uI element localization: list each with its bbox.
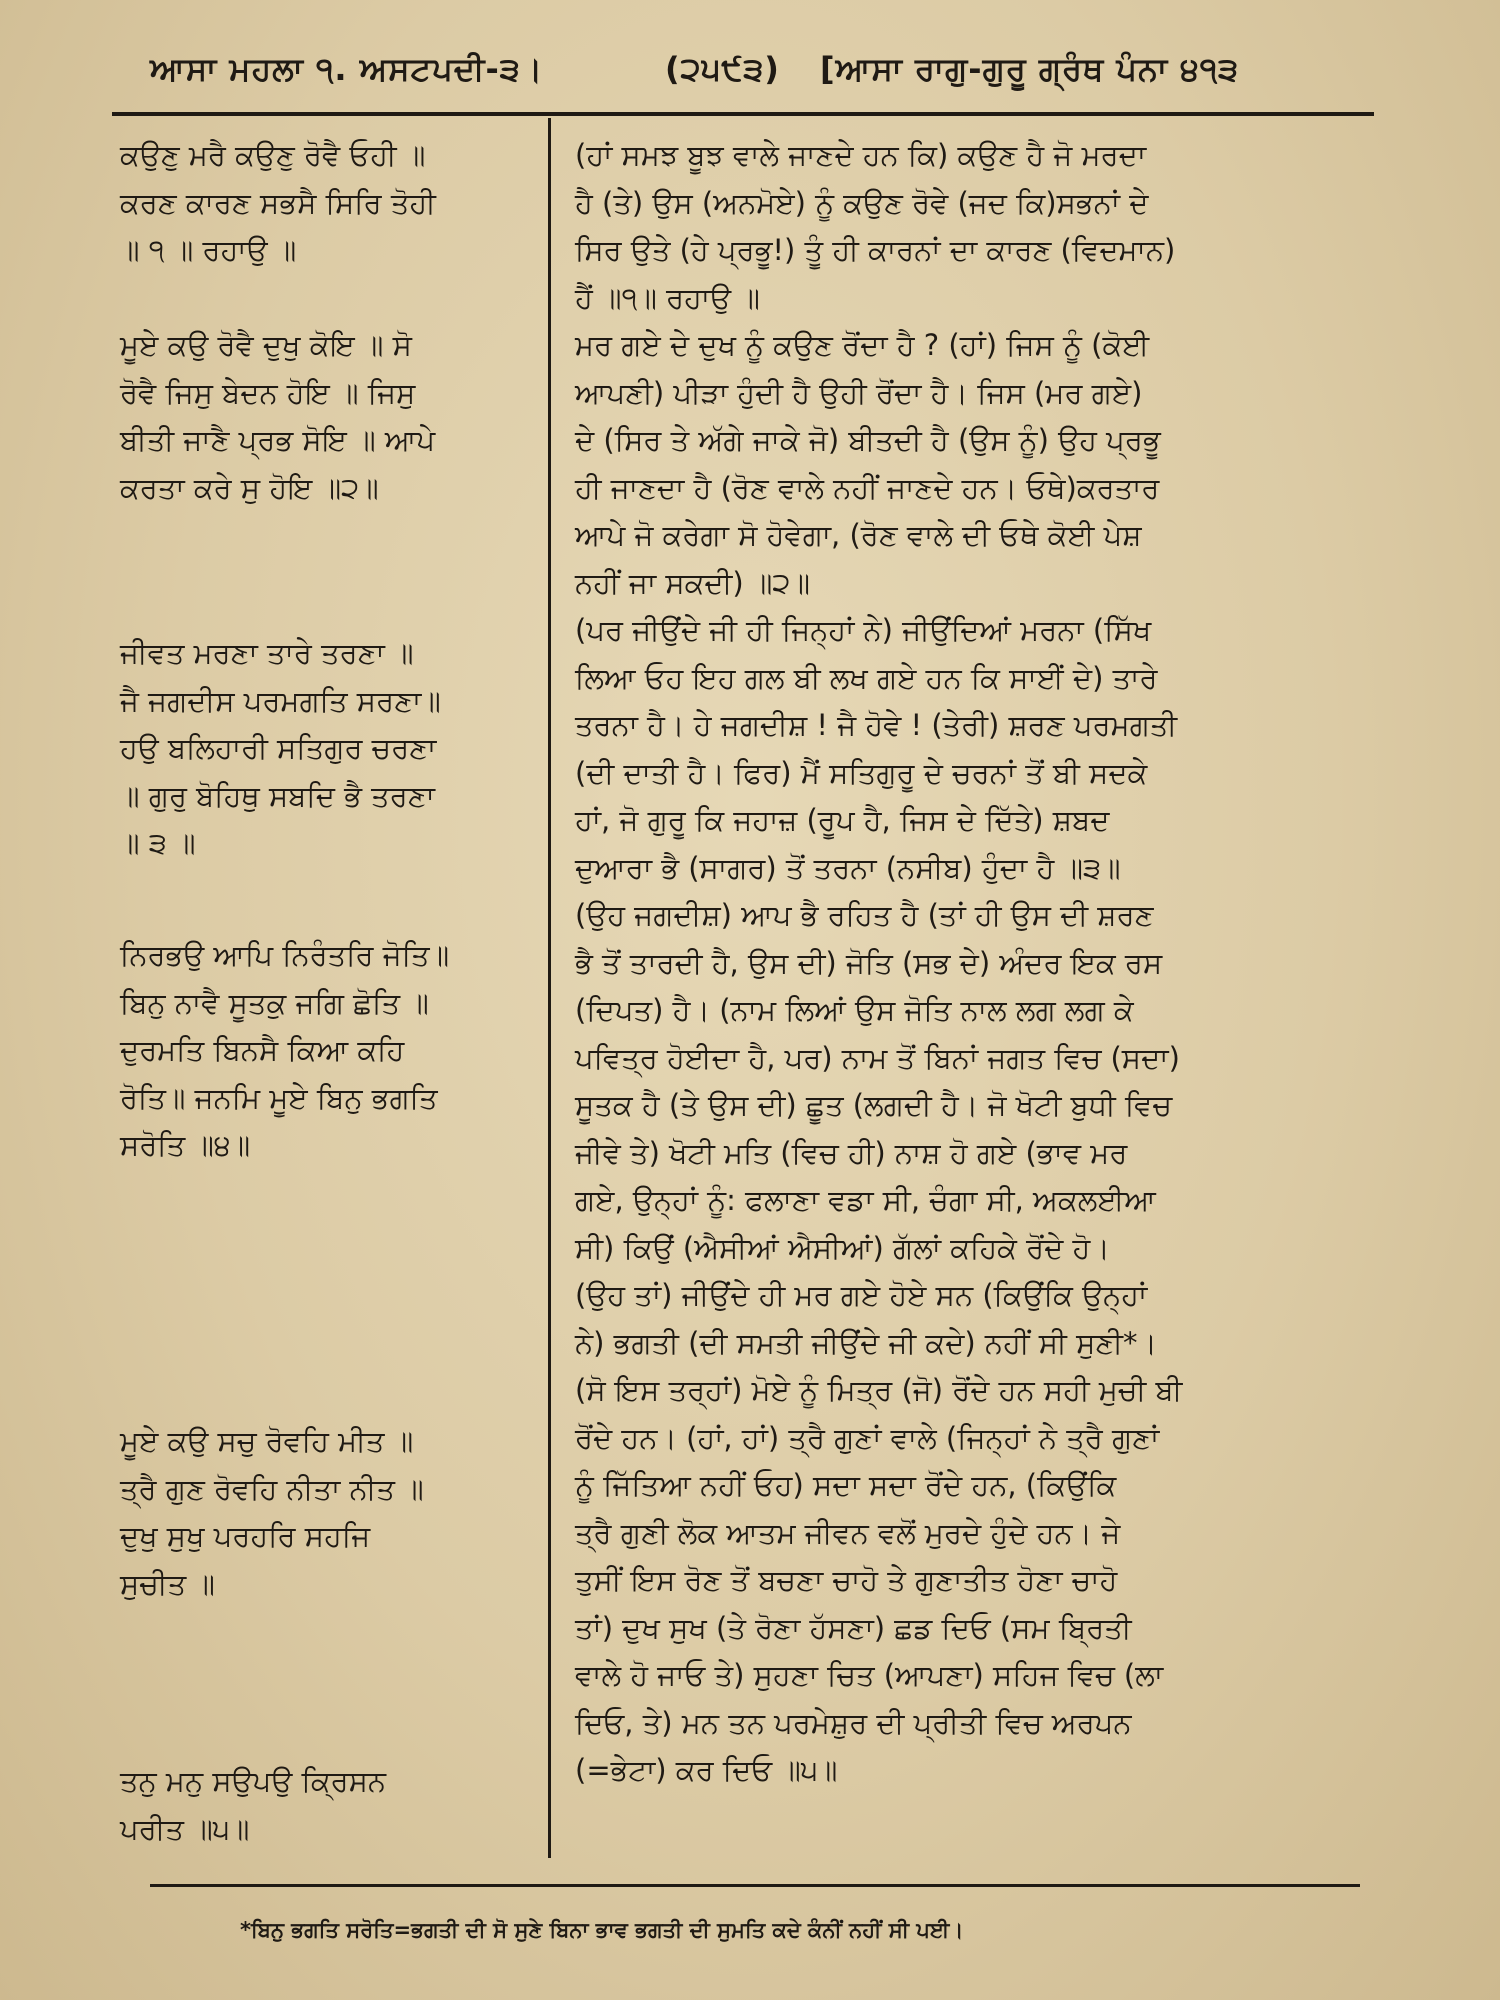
verse-line: ਸਰੋਤਿ ॥੪॥ [120,1128,251,1162]
bottom-rule [150,1884,1360,1887]
verse-line: ਕਰਤਾ ਕਰੇ ਸੁ ਹੋਇ ॥੨॥ [120,470,379,505]
header-page-number: (੨੫੯੩) [665,50,780,88]
verse-line: ਦੁਰਮਤਿ ਬਿਨਸੈ ਕਿਆ ਕਹਿ [120,1033,405,1067]
verse-line: ਤਨੁ ਮਨੁ ਸਉਪਉ ਕ੍ਰਿਸਨ [120,1764,387,1798]
verse-line: ਬੀਤੀ ਜਾਣੈ ਪ੍ਰਭ ਸੋਇ ॥ ਆਪੇ [120,423,436,457]
column-divider [548,118,551,1858]
commentary-line: ਸੂਤਕ ਹੈ (ਤੇ ਉਸ ਦੀ) ਛੂਤ (ਲਗਦੀ ਹੈ। ਜੋ ਖੋਟੀ ਬੁਧੀ ਵਿਚ [575,1088,1172,1122]
commentary-line: ਹੀ ਜਾਣਦਾ ਹੈ (ਰੋਣ ਵਾਲੇ ਨਹੀਂ ਜਾਣਦੇ ਹਨ। ਓਥੇ)ਕਰਤਾਰ [575,470,1160,505]
commentary-line: (ਪਰ ਜੀਉਂਦੇ ਜੀ ਹੀ ਜਿਨ੍ਹਾਂ ਨੇ) ਜੀਉਂਦਿਆਂ ਮਰਨਾ (ਸਿੱਖ [575,613,1152,647]
commentary-line: ਪਵਿਤ੍ਰ ਹੋਈਦਾ ਹੈ, ਪਰ) ਨਾਮ ਤੋਂ ਬਿਨਾਂ ਜਗਤ ਵਿਚ (ਸਦਾ) [575,1040,1180,1075]
commentary-line: (=ਭੇਟਾ) ਕਰ ਦਿਓ ॥੫॥ [575,1753,838,1787]
page-header [120,40,1390,100]
top-rule [112,112,1374,116]
commentary-line: ਤ੍ਰੈ ਗੁਣੀ ਲੋਕ ਆਤਮ ਜੀਵਨ ਵਲੋਂ ਮੁਰਦੇ ਹੁੰਦੇ ਹਨ। ਜੇ [575,1515,1121,1550]
verse-line: ਨਿਰਭਉ ਆਪਿ ਨਿਰੰਤਰਿ ਜੋਤਿ॥ [120,938,450,972]
verse-line: ਸੁਚੀਤ ॥ [120,1566,215,1601]
commentary-line: ਦੇ (ਸਿਰ ਤੇ ਅੱਗੇ ਜਾਕੇ ਜੋ) ਬੀਤਦੀ ਹੈ (ਉਸ ਨੂੰ) ਉਹ ਪ੍ਰਭੂ [575,423,1161,457]
verse-line: ॥ ਗੁਰੁ ਬੋਹਿਥੁ ਸਬਦਿ ਭੈ ਤਰਣਾ [120,778,435,813]
verse-line: ਜੈ ਜਗਦੀਸ ਪਰਮਗਤਿ ਸਰਣਾ॥ [120,683,441,718]
commentary-line: ਗਏ, ਉਨ੍ਹਾਂ ਨੂੰ: ਫਲਾਣਾ ਵਡਾ ਸੀ, ਚੰਗਾ ਸੀ, ਅਕਲਈਆ [575,1183,1156,1217]
verse-line: ਕਉਣੁ ਮਰੈ ਕਉਣੁ ਰੋਵੈ ਓਹੀ ॥ [120,138,426,172]
commentary-line: ਤਰਨਾ ਹੈ। ਹੇ ਜਗਦੀਸ਼ ! ਜੈ ਹੋਵੇ ! (ਤੇਰੀ) ਸ਼ਰਣ ਪਰਮਗਤੀ [575,708,1178,742]
verse-block-3 [120,630,540,868]
verse-block-4 [120,932,540,1170]
commentary-line: ਦੁਆਰਾ ਭੈ (ਸਾਗਰ) ਤੋਂ ਤਰਨਾ (ਨਸੀਬ) ਹੁੰਦਾ ਹੈ ॥੩॥ [575,850,1121,885]
verse-line: ਰੋਤਿ॥ ਜਨਮਿ ਮੂਏ ਬਿਨੁ ਭਗਤਿ [120,1080,438,1115]
commentary-line: (ਉਹ ਜਗਦੀਸ਼) ਆਪ ਭੈ ਰਹਿਤ ਹੈ (ਤਾਂ ਹੀ ਉਸ ਦੀ ਸ਼ਰਣ [575,898,1154,932]
verse-block-5 [120,1418,540,1608]
commentary-line: ਹੈ (ਤੇ) ਉਸ (ਅਨਮੋਏ) ਨੂੰ ਕਉਣ ਰੋਵੇ (ਜਦ ਕਿ)ਸਭਨਾਂ ਦੇ [575,185,1149,220]
verse-line: ਦੁਖੁ ਸੁਖੁ ਪਰਹਰਿ ਸਹਜਿ [120,1519,371,1553]
commentary-line: ਤਾਂ) ਦੁਖ ਸੁਖ (ਤੇ ਰੋਣਾ ਹੱਸਣਾ) ਛਡ ਦਿਓ (ਸਮ ਬ੍ਰਿਤੀ [575,1610,1132,1645]
verse-line: ਪਰੀਤ ॥੫॥ [120,1811,250,1846]
commentary-line: (ਹਾਂ ਸਮਝ ਬੂਝ ਵਾਲੇ ਜਾਣਦੇ ਹਨ ਕਿ) ਕਉਣ ਹੈ ਜੋ ਮਰਦਾ [575,138,1147,172]
verse-line: ਜੀਵਤ ਮਰਣਾ ਤਾਰੇ ਤਰਣਾ ॥ [120,636,414,670]
header-granth-reference: [ਆਸਾ ਰਾਗੁ-ਗੁਰੂ ਗ੍ਰੰਥ ਪੰਨਾ ੪੧੩ [820,50,1240,88]
verse-block-1 [120,132,540,275]
verse-block-2 [120,322,540,512]
verse-line: ਹਉ ਬਲਿਹਾਰੀ ਸਤਿਗੁਰ ਚਰਣਾ [120,731,437,765]
verse-line: ॥ ੧ ॥ ਰਹਾਉ ॥ [120,233,297,267]
verse-line: ॥ ੩ ॥ [120,826,196,860]
commentary-line: ਨਹੀਂ ਜਾ ਸਕਦੀ) ॥੨॥ [575,565,811,600]
verse-line: ਰੋਵੈ ਜਿਸੁ ਬੇਦਨ ਹੋਇ ॥ ਜਿਸੁ [120,375,416,410]
footnote: *ਬਿਨੁ ਭਗਤਿ ਸਰੋਤਿ=ਭਗਤੀ ਦੀ ਸੋ ਸੁਣੇ ਬਿਨਾ ਭਾਵ ਭਗਤੀ ਦੀ ਸੁਮਤਿ ਕਦੇ ਕੰਨੀਂ ਨਹੀਂ ਸੀ ਪਈ। [240,1918,964,1942]
commentary-line: ਮਰ ਗਏ ਦੇ ਦੁਖ ਨੂੰ ਕਉਣ ਰੋਂਦਾ ਹੈ ? (ਹਾਂ) ਜਿਸ ਨੂੰ (ਕੋਈ [575,328,1150,362]
commentary-line: (ਉਹ ਤਾਂ) ਜੀਉਂਦੇ ਹੀ ਮਰ ਗਏ ਹੋਏ ਸਨ (ਕਿਉਂਕਿ ਉਨ੍ਹਾਂ [575,1278,1148,1312]
commentary-line: ਨੇ) ਭਗਤੀ (ਦੀ ਸਮਤੀ ਜੀਉਂਦੇ ਜੀ ਕਦੇ) ਨਹੀਂ ਸੀ ਸੁਣੀ*। [575,1325,1158,1360]
commentary-line: ਹਾਂ, ਜੋ ਗੁਰੂ ਕਿ ਜਹਾਜ਼ (ਰੂਪ ਹੈ, ਜਿਸ ਦੇ ਦਿੱਤੇ) ਸ਼ਬਦ [575,803,1110,837]
commentary-line: ਤੁਸੀਂ ਇਸ ਰੋਣ ਤੋਂ ਬਚਣਾ ਚਾਹੋ ਤੇ ਗੁਣਾਤੀਤ ਹੋਣਾ ਚਾਹੋ [575,1563,1118,1597]
commentary-line: ਸਿਰ ਉਤੇ (ਹੇ ਪ੍ਰਭੂ!) ਤੂੰ ਹੀ ਕਾਰਨਾਂ ਦਾ ਕਾਰਣ (ਵਿਦਮਾਨ) [575,233,1176,267]
commentary-column [575,132,1365,1795]
commentary-line: ਦਿਓ, ਤੇ) ਮਨ ਤਨ ਪਰਮੇਸ਼ੁਰ ਦੀ ਪ੍ਰੀਤੀ ਵਿਚ ਅਰਪਨ [575,1705,1132,1740]
commentary-line: ਰੋਂਦੇ ਹਨ। (ਹਾਂ, ਹਾਂ) ਤ੍ਰੈ ਗੁਣਾਂ ਵਾਲੇ (ਜਿਨ੍ਹਾਂ ਨੇ ਤ੍ਰੈ ਗੁਣਾਂ [575,1420,1160,1455]
verse-line: ਤ੍ਰੈ ਗੁਣ ਰੋਵਹਿ ਨੀਤਾ ਨੀਤ ॥ [120,1471,424,1506]
verse-line: ਕਰਣ ਕਾਰਣ ਸਭਸੈ ਸਿਰਿ ਤੋਹੀ [120,185,436,220]
verse-block-6 [120,1758,540,1853]
commentary-line: ਵਾਲੇ ਹੋ ਜਾਓ ਤੇ) ਸੁਹਣਾ ਚਿਤ (ਆਪਣਾ) ਸਹਿਜ ਵਿਚ (ਲਾ [575,1658,1164,1692]
verse-line: ਮੂਏ ਕਉ ਸਚੁ ਰੋਵਹਿ ਮੀਤ ॥ [120,1424,414,1458]
commentary-line: ਹੈਂ ॥੧॥ ਰਹਾਉ ॥ [575,280,760,315]
commentary-line: ਸੀ) ਕਿਉਂ (ਐਸੀਆਂ ਐਸੀਆਂ) ਗੱਲਾਂ ਕਹਿਕੇ ਰੋਂਦੇ ਹੋ। [575,1230,1110,1265]
commentary-line: (ਦਿਪਤ) ਹੈ। (ਨਾਮ ਲਿਆਂ ਉਸ ਜੋਤਿ ਨਾਲ ਲਗ ਲਗ ਕੇ [575,993,1134,1027]
verse-line: ਮੂਏ ਕਉ ਰੋਵੈ ਦੁਖੁ ਕੋਇ ॥ ਸੋ [120,328,412,362]
commentary-line: (ਦੀ ਦਾਤੀ ਹੈ। ਫਿਰ) ਮੈਂ ਸਤਿਗੁਰੂ ਦੇ ਚਰਨਾਂ ਤੋਂ ਬੀ ਸਦਕੇ [575,755,1148,790]
commentary-line: ਆਪਣੀ) ਪੀੜਾ ਹੁੰਦੀ ਹੈ ਉਹੀ ਰੋਂਦਾ ਹੈ। ਜਿਸ (ਮਰ ਗਏ) [575,375,1143,410]
commentary-line: ਲਿਆ ਓਹ ਇਹ ਗਲ ਬੀ ਲਖ ਗਏ ਹਨ ਕਿ ਸਾਈਂ ਦੇ) ਤਾਰੇ [575,660,1158,695]
commentary-line: ਨੂੰ ਜਿੱਤਿਆ ਨਹੀਂ ਓਹ) ਸਦਾ ਸਦਾ ਰੋਂਦੇ ਹਨ, (ਕਿਉਂਕਿ [575,1468,1117,1502]
commentary-line: ਜੀਵੇ ਤੇ) ਖੋਟੀ ਮਤਿ (ਵਿਚ ਹੀ) ਨਾਸ਼ ਹੋ ਗਏ (ਭਾਵ ਮਰ [575,1135,1128,1170]
commentary-line: ਆਪੇ ਜੋ ਕਰੇਗਾ ਸੋ ਹੋਵੇਗਾ, (ਰੋਣ ਵਾਲੇ ਦੀ ਓਥੇ ਕੋਈ ਪੇਸ਼ [575,518,1142,552]
verse-line: ਬਿਨੁ ਨਾਵੈ ਸੂਤਕੁ ਜਗਿ ਛੋਤਿ ॥ [120,985,429,1020]
header-section-title: ਆਸਾ ਮਹਲਾ ੧. ਅਸਟਪਦੀ-੩। [150,50,544,88]
commentary-line: ਭੈ ਤੋਂ ਤਾਰਦੀ ਹੈ, ਉਸ ਦੀ) ਜੋਤਿ (ਸਭ ਦੇ) ਅੰਦਰ ਇਕ ਰਸ [575,945,1163,980]
commentary-line: (ਸੋ ਇਸ ਤਰ੍ਹਾਂ) ਮੋਏ ਨੂੰ ਮਿਤ੍ਰ (ਜੋ) ਰੋਂਦੇ ਹਨ ਸਹੀ ਮੁਚੀ ਬੀ [575,1373,1183,1407]
